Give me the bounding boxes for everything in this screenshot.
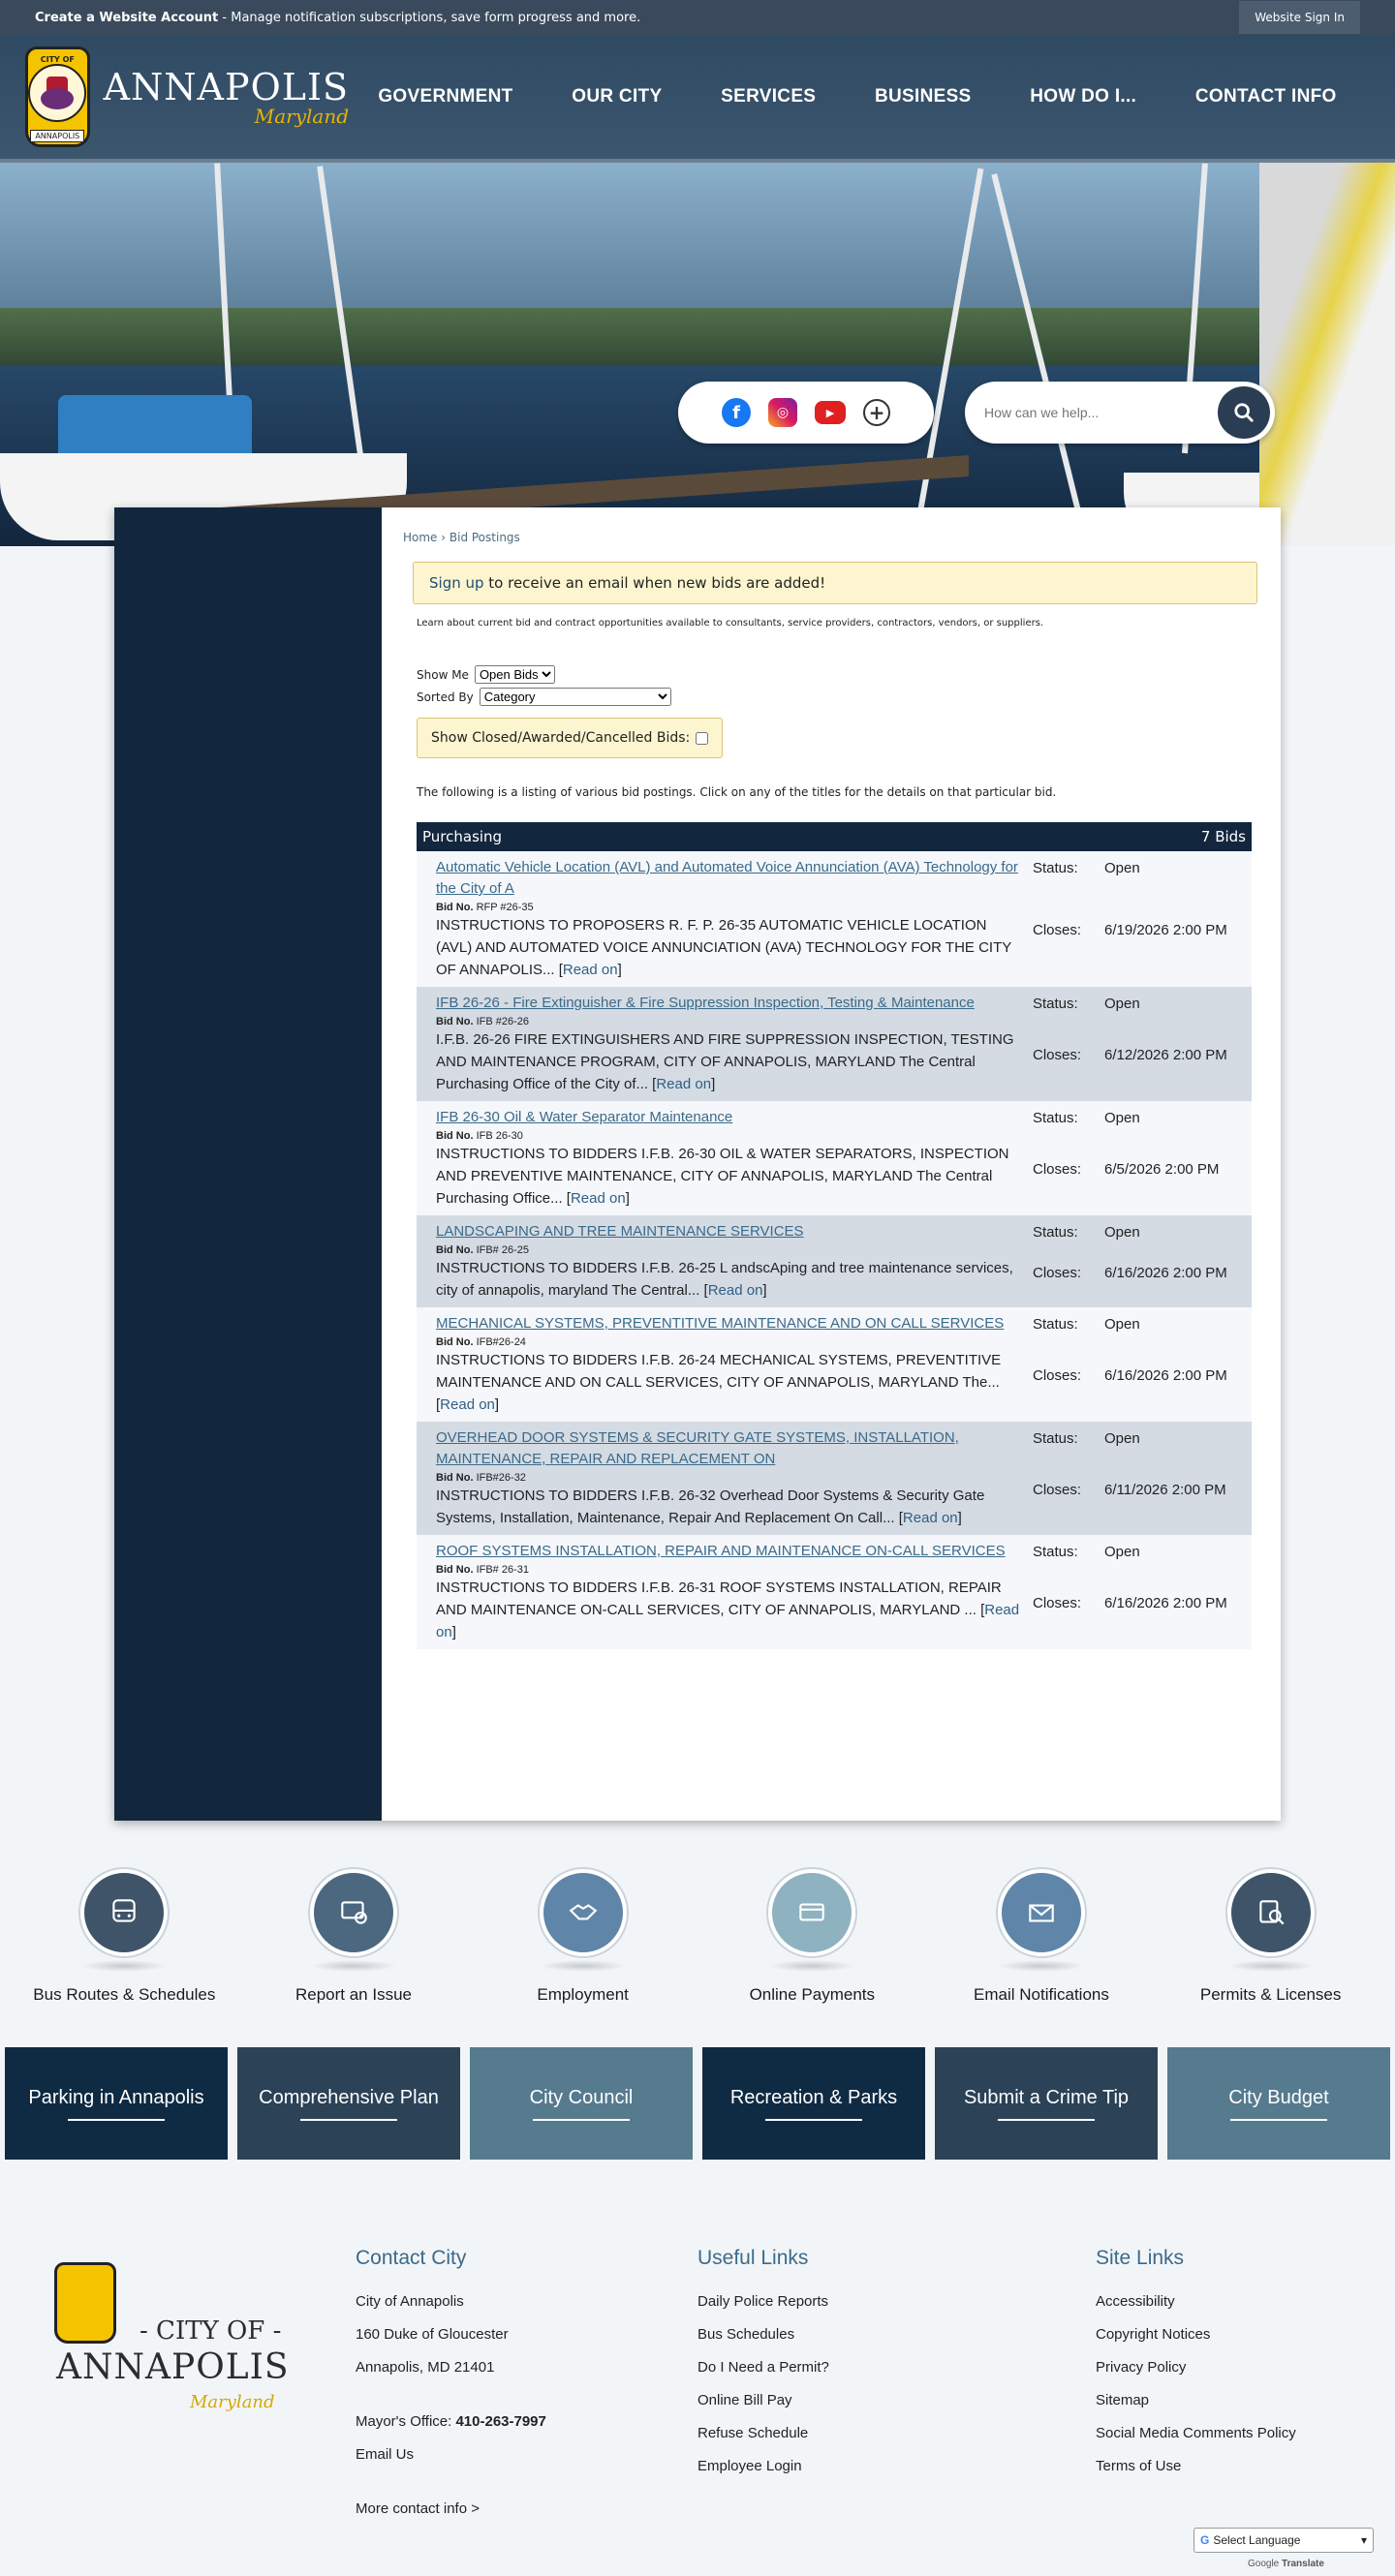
contact-line: Annapolis, MD 21401	[356, 2359, 495, 2376]
bid-description: INSTRUCTIONS TO BIDDERS I.F.B. 26-32 Overhead Door Systems & Security Gate Systems, Installation, Maintenance, Repair And Replacement On Call... [Read on]	[436, 1487, 985, 1526]
useful-link[interactable]: Online Bill Pay	[698, 2392, 792, 2408]
quick-link-online-payments[interactable]	[705, 1869, 918, 2005]
hero-banner	[0, 163, 1395, 546]
bid-number-label: Bid No.	[436, 902, 474, 913]
quick-link-permits-licenses[interactable]	[1164, 1869, 1378, 2005]
bid-meta	[1033, 1541, 1227, 1643]
show-closed-toggle	[417, 718, 723, 758]
bid-description-text: I.F.B. 26-26 FIRE EXTINGUISHERS AND FIRE SUPPRESSION INSPECTION, TESTING AND MAINTENANCE PROGRAM, CITY OF ANNAPOLIS, MARYLAND The Central Purchasing Office of the City of...	[436, 1031, 1014, 1092]
closes-label: Closes:	[1033, 1264, 1082, 1281]
status-value: Open	[1104, 1316, 1140, 1333]
email-us-link[interactable]: Email Us	[356, 2446, 415, 2463]
site-link[interactable]: Privacy Policy	[1096, 2359, 1187, 2376]
permit-search-icon	[1255, 1896, 1287, 1929]
bid-description: INSTRUCTIONS TO BIDDERS I.F.B. 26-25 L andscAping and tree maintenance services, city of annapolis, maryland The Central... [Read on]	[436, 1260, 1013, 1299]
listing-intro: The following is a listing of various bid postings. Click on any of the titles for the details on that particular bid.	[417, 785, 1057, 799]
nav-contact-info[interactable]: CONTACT INFO	[1194, 86, 1337, 107]
facebook-icon[interactable]: f	[722, 398, 751, 427]
quick-link-label: Report an Issue	[294, 1985, 412, 2004]
site-link[interactable]: Accessibility	[1096, 2293, 1175, 2310]
closes-label: Closes:	[1033, 1595, 1082, 1611]
quick-link-label: Bus Routes & Schedules	[33, 1985, 216, 2004]
nav-services[interactable]: SERVICES	[721, 86, 817, 107]
bid-number	[436, 902, 1025, 913]
google-icon: G	[1200, 2533, 1210, 2547]
payment-card-icon	[795, 1896, 828, 1929]
bid-title-link[interactable]: MECHANICAL SYSTEMS, PREVENTITIVE MAINTENANCE AND ON CALL SERVICES	[436, 1315, 1005, 1332]
bid-number	[436, 1016, 1025, 1027]
site-link[interactable]: Copyright Notices	[1096, 2326, 1211, 2343]
bid-number	[436, 1244, 1025, 1256]
useful-link[interactable]: Bus Schedules	[698, 2326, 795, 2343]
nav-our-city[interactable]: OUR CITY	[572, 86, 663, 107]
bid-meta	[1033, 857, 1227, 981]
footer-useful-heading: Useful Links	[698, 2247, 809, 2269]
useful-link[interactable]: Employee Login	[698, 2458, 802, 2474]
bid-number-value: IFB#26-32	[476, 1472, 526, 1484]
add-icon[interactable]: +	[863, 399, 890, 426]
account-description: - Manage notification subscriptions, save form progress and more.	[218, 10, 641, 25]
useful-link[interactable]: Do I Need a Permit?	[698, 2359, 829, 2376]
category-count: 7 Bids	[1200, 828, 1246, 845]
status-label: Status:	[1033, 1316, 1078, 1333]
closes-label: Closes:	[1033, 922, 1082, 938]
tile-label: City Council	[529, 2086, 634, 2108]
footer-logo-line3: Maryland	[190, 2392, 275, 2412]
logo-city-name: ANNAPOLIS	[103, 66, 349, 108]
site-search	[965, 382, 1275, 444]
site-link[interactable]: Social Media Comments Policy	[1096, 2425, 1296, 2441]
signup-text: to receive an email when new bids are added!	[483, 574, 826, 592]
social-links	[678, 382, 934, 444]
bid-number-label: Bid No.	[436, 1016, 474, 1027]
status-value: Open	[1104, 1544, 1140, 1560]
logo-state-name: Maryland	[254, 105, 349, 128]
footer-contact-heading: Contact City	[356, 2247, 467, 2269]
read-on-link[interactable]: Read on	[656, 1076, 712, 1092]
bid-number	[436, 1336, 1025, 1348]
footer-site-heading: Site Links	[1096, 2247, 1185, 2269]
bid-row	[417, 1307, 1252, 1422]
tile-label: City Budget	[1228, 2086, 1329, 2108]
status-value: Open	[1104, 1430, 1140, 1447]
email-icon	[1025, 1896, 1058, 1929]
bid-description-text: INSTRUCTIONS TO BIDDERS I.F.B. 26-31 ROOF SYSTEMS INSTALLATION, REPAIR AND MAINTENANCE ON-CALL SERVICES, CITY OF ANNAPOLIS, MARYLAND ...	[436, 1579, 1002, 1618]
sidebar	[114, 507, 382, 1821]
quick-link-shadow	[310, 1960, 397, 1972]
closes-label: Closes:	[1033, 1367, 1082, 1384]
quick-link-circle	[1227, 1869, 1315, 1956]
quick-links	[0, 1869, 1395, 2005]
tile-label: Parking in Annapolis	[28, 2086, 204, 2108]
powered-by-google	[1248, 2559, 1324, 2569]
powered-translate: Translate	[1282, 2559, 1324, 2569]
quick-link-shadow	[540, 1960, 627, 1972]
signup-notice	[413, 562, 1257, 604]
tile-underline	[68, 2119, 165, 2121]
powered-google: Google	[1248, 2559, 1280, 2569]
bid-main	[436, 1427, 1033, 1529]
bid-description-text: INSTRUCTIONS TO BIDDERS I.F.B. 26-25 L andscAping and tree maintenance services, city of annapolis, maryland The Central...	[436, 1260, 1013, 1299]
quick-link-report-an-issue[interactable]	[247, 1869, 460, 2005]
bid-description: I.F.B. 26-26 FIRE EXTINGUISHERS AND FIRE SUPPRESSION INSPECTION, TESTING AND MAINTENANCE PROGRAM, CITY OF ANNAPOLIS, MARYLAND The Central Purchasing Office of the City of... [Read on]	[436, 1031, 1014, 1092]
quick-link-shadow	[768, 1960, 855, 1972]
hero-sail	[1259, 163, 1395, 546]
website-sign-in-button[interactable]: Website Sign In	[1239, 1, 1360, 34]
bid-title-link[interactable]: LANDSCAPING AND TREE MAINTENANCE SERVICES	[436, 1223, 804, 1240]
quick-link-email-notifications[interactable]	[935, 1869, 1148, 2005]
more-contact-link[interactable]: More contact info >	[356, 2500, 480, 2517]
quick-link-circle	[310, 1869, 397, 1956]
closes-value: 6/19/2026 2:00 PM	[1104, 922, 1227, 938]
bid-row	[417, 987, 1252, 1101]
closes-label: Closes:	[1033, 1481, 1082, 1498]
quick-link-shadow	[1227, 1960, 1315, 1972]
quick-link-circle	[998, 1869, 1085, 1956]
main-nav	[349, 86, 1395, 107]
account-message	[35, 11, 640, 25]
nav-how-do-i[interactable]: HOW DO I...	[1030, 86, 1137, 107]
seal-ring	[28, 64, 86, 122]
main-content	[382, 507, 1281, 1821]
closes-value: 6/5/2026 2:00 PM	[1104, 1161, 1220, 1178]
bid-title-link[interactable]: Automatic Vehicle Location (AVL) and Automated Voice Annunciation (AVA) Technology for the City of A	[436, 859, 1018, 897]
bid-description: INSTRUCTIONS TO BIDDERS I.F.B. 26-31 ROOF SYSTEMS INSTALLATION, REPAIR AND MAINTENANCE ON-CALL SERVICES, CITY OF ANNAPOLIS, MARYLAND ... [Read on]	[436, 1579, 1020, 1641]
sorted-by-select[interactable]	[480, 688, 671, 706]
quick-link-label: Permits & Licenses	[1199, 1985, 1342, 2004]
bid-number	[436, 1564, 1025, 1576]
tile-parking-in-annapolis[interactable]	[5, 2047, 228, 2160]
language-select[interactable]	[1194, 2528, 1374, 2553]
status-value: Open	[1104, 860, 1140, 876]
seal-top-text: CITY OF	[40, 55, 75, 64]
bid-meta	[1033, 1313, 1227, 1416]
tile-underline	[998, 2119, 1095, 2121]
tile-underline	[765, 2119, 862, 2121]
breadcrumb	[403, 531, 1257, 544]
quick-link-circle	[80, 1869, 168, 1956]
quick-link-circle	[768, 1869, 855, 1956]
site-header	[0, 35, 1395, 163]
footer-logo-line1: - CITY OF -	[140, 2316, 282, 2346]
read-on-link[interactable]: Read on	[707, 1282, 763, 1299]
read-on-link[interactable]: Read on	[440, 1396, 495, 1413]
tile-submit-a-crime-tip[interactable]	[935, 2047, 1158, 2160]
contact-line: 160 Duke of Gloucester	[356, 2326, 509, 2343]
seal-bottom-text: ANNAPOLIS	[30, 130, 84, 142]
status-value: Open	[1104, 1224, 1140, 1241]
quick-link-shadow	[80, 1960, 168, 1972]
youtube-icon[interactable]: ▶	[815, 401, 846, 424]
bid-row	[417, 851, 1252, 987]
bid-number	[436, 1130, 1025, 1142]
bid-description-text: INSTRUCTIONS TO BIDDERS I.F.B. 26-30 OIL & WATER SEPARATORS, INSPECTION AND PREVENTIVE MAINTENANCE, CITY OF ANNAPOLIS, MARYLAND The Central Purchasing Office...	[436, 1146, 1009, 1207]
search-input[interactable]	[984, 405, 1218, 420]
create-account-link[interactable]: Create a Website Account	[35, 10, 219, 25]
status-label: Status:	[1033, 996, 1078, 1012]
bid-main	[436, 1541, 1033, 1643]
bid-title-link[interactable]: ROOF SYSTEMS INSTALLATION, REPAIR AND MAINTENANCE ON-CALL SERVICES	[436, 1543, 1006, 1559]
breadcrumb-current: Bid Postings	[449, 531, 520, 544]
bid-main	[436, 857, 1033, 981]
bid-main	[436, 1107, 1033, 1210]
tile-label: Submit a Crime Tip	[963, 2086, 1130, 2108]
thistle-icon	[41, 88, 74, 109]
closes-value: 6/11/2026 2:00 PM	[1104, 1481, 1226, 1498]
intro-text: Learn about current bid and contract opportunities available to consultants, service providers, contractors, vendors, or suppliers.	[417, 618, 1044, 629]
nav-government[interactable]: GOVERNMENT	[378, 86, 513, 107]
closes-value: 6/16/2026 2:00 PM	[1104, 1367, 1227, 1384]
footer-logo-line2: ANNAPOLIS	[56, 2347, 290, 2387]
tile-city-budget[interactable]	[1167, 2047, 1390, 2160]
site-link[interactable]: Terms of Use	[1096, 2458, 1182, 2474]
useful-link[interactable]: Refuse Schedule	[698, 2425, 809, 2441]
bid-number-label: Bid No.	[436, 1472, 474, 1484]
bid-main	[436, 1221, 1033, 1302]
site-link[interactable]: Sitemap	[1096, 2392, 1150, 2408]
tile-recreation-parks[interactable]	[702, 2047, 925, 2160]
bid-number-value: IFB #26-26	[476, 1016, 529, 1027]
bid-number-value: IFB 26-30	[476, 1130, 523, 1142]
status-label: Status:	[1033, 1224, 1078, 1241]
bid-number-label: Bid No.	[436, 1130, 474, 1142]
bid-description-text: INSTRUCTIONS TO PROPOSERS R. F. P. 26-35 AUTOMATIC VEHICLE LOCATION (AVL) AND AUTOMATED VOICE ANNUNCIATION (AVA) TECHNOLOGY FOR THE CITY OF ANNAPOLIS...	[436, 917, 1011, 978]
breadcrumb-separator: ›	[437, 531, 450, 544]
language-select-label: Select Language	[1213, 2533, 1301, 2547]
bid-title-link[interactable]: OVERHEAD DOOR SYSTEMS & SECURITY GATE SYSTEMS, INSTALLATION, MAINTENANCE, REPAIR AND REPLACEMENT ON	[436, 1429, 959, 1467]
show-me-label: Show Me	[417, 667, 469, 682]
chevron-down-icon: ▾	[1360, 2533, 1367, 2547]
read-on-link[interactable]: Read on	[436, 1602, 1020, 1641]
read-on-link[interactable]: Read on	[570, 1190, 626, 1207]
city-seal-icon	[25, 46, 90, 147]
mayor-office-label: Mayor's Office:	[356, 2413, 456, 2430]
bid-meta	[1033, 993, 1227, 1095]
bid-title-link[interactable]: IFB 26-30 Oil & Water Separator Maintenance	[436, 1109, 733, 1125]
bid-row	[417, 1215, 1252, 1307]
signup-link[interactable]: Sign up	[429, 574, 484, 592]
status-label: Status:	[1033, 1430, 1078, 1447]
quick-link-bus-routes-schedules[interactable]	[17, 1869, 231, 2005]
status-label: Status:	[1033, 1110, 1078, 1126]
footer-city-seal-icon	[54, 2262, 116, 2344]
contact-line: City of Annapolis	[356, 2293, 464, 2310]
bid-number-value: IFB# 26-31	[476, 1564, 529, 1576]
mayor-phone-link[interactable]: 410-263-7997	[455, 2413, 546, 2430]
instagram-icon[interactable]: ◎	[768, 398, 797, 427]
show-closed-checkbox[interactable]	[696, 732, 708, 745]
tile-underline	[533, 2119, 630, 2121]
account-bar	[0, 0, 1395, 35]
bid-number	[436, 1472, 1025, 1484]
bid-number-label: Bid No.	[436, 1244, 474, 1256]
tile-label: Comprehensive Plan	[259, 2086, 439, 2108]
tile-comprehensive-plan[interactable]	[237, 2047, 460, 2160]
closes-value: 6/12/2026 2:00 PM	[1104, 1047, 1227, 1063]
bid-description-text: INSTRUCTIONS TO BIDDERS I.F.B. 26-32 Overhead Door Systems & Security Gate Systems, Installation, Maintenance, Repair And Replacement On Call...	[436, 1487, 985, 1526]
bid-row	[417, 1101, 1252, 1215]
report-icon	[337, 1896, 370, 1929]
bid-number-value: IFB# 26-25	[476, 1244, 529, 1256]
bus-icon	[108, 1896, 140, 1929]
footer-contact	[356, 2247, 546, 2533]
bid-number-label: Bid No.	[436, 1336, 474, 1348]
bid-row	[417, 1422, 1252, 1535]
handshake-icon	[567, 1896, 600, 1929]
logo-wordmark	[104, 66, 349, 128]
feature-tiles	[5, 2047, 1392, 2160]
sorted-by-label: Sorted By	[417, 690, 474, 704]
site-footer	[0, 2218, 1395, 2576]
footer-useful-links	[698, 2247, 829, 2491]
quick-link-label: Employment	[537, 1985, 629, 2004]
closes-label: Closes:	[1033, 1047, 1082, 1063]
show-closed-label: Show Closed/Awarded/Cancelled Bids:	[431, 730, 691, 746]
status-label: Status:	[1033, 860, 1078, 876]
status-value: Open	[1104, 996, 1140, 1012]
tile-city-council[interactable]	[470, 2047, 693, 2160]
breadcrumb-home[interactable]: Home	[403, 531, 438, 544]
bid-title-link[interactable]: IFB 26-26 - Fire Extinguisher & Fire Suppression Inspection, Testing & Maintenance	[436, 995, 975, 1011]
search-icon	[1233, 402, 1255, 423]
site-logo[interactable]	[0, 46, 349, 147]
tile-underline	[1230, 2119, 1327, 2121]
search-button[interactable]	[1218, 386, 1270, 439]
category-header	[417, 822, 1252, 851]
bid-number-value: RFP #26-35	[476, 902, 534, 913]
bid-main	[436, 1313, 1033, 1416]
bid-row	[417, 1535, 1252, 1649]
read-on-link[interactable]: Read on	[562, 962, 618, 978]
bid-list	[403, 851, 1257, 1649]
nav-business[interactable]: BUSINESS	[874, 86, 972, 107]
bid-description: INSTRUCTIONS TO BIDDERS I.F.B. 26-30 OIL & WATER SEPARATORS, INSPECTION AND PREVENTIVE MAINTENANCE, CITY OF ANNAPOLIS, MARYLAND The Central Purchasing Office... [Read on]	[436, 1146, 1009, 1207]
bid-description: INSTRUCTIONS TO PROPOSERS R. F. P. 26-35 AUTOMATIC VEHICLE LOCATION (AVL) AND AUTOMATED VOICE ANNUNCIATION (AVA) TECHNOLOGY FOR THE CITY OF ANNAPOLIS... [Read on]	[436, 917, 1011, 978]
quick-link-shadow	[998, 1960, 1085, 1972]
show-me-select[interactable]	[475, 665, 555, 684]
mayor-office	[356, 2413, 546, 2430]
read-on-link[interactable]: Read on	[902, 1510, 958, 1526]
bid-meta	[1033, 1427, 1226, 1529]
bid-number-label: Bid No.	[436, 1564, 474, 1576]
status-value: Open	[1104, 1110, 1140, 1126]
bid-main	[436, 993, 1033, 1095]
bid-description-text: INSTRUCTIONS TO BIDDERS I.F.B. 26-24 MECHANICAL SYSTEMS, PREVENTITIVE MAINTENANCE AND ON CALL SERVICES, CITY OF ANNAPOLIS, MARYLAND The...	[436, 1352, 1002, 1391]
bid-description: INSTRUCTIONS TO BIDDERS I.F.B. 26-24 MECHANICAL SYSTEMS, PREVENTITIVE MAINTENANCE AND ON CALL SERVICES, CITY OF ANNAPOLIS, MARYLAND The... [Read on]	[436, 1352, 1002, 1413]
closes-label: Closes:	[1033, 1161, 1082, 1178]
closes-value: 6/16/2026 2:00 PM	[1104, 1264, 1227, 1281]
quick-link-circle	[540, 1869, 627, 1956]
useful-link[interactable]: Daily Police Reports	[698, 2293, 829, 2310]
tile-label: Recreation & Parks	[729, 2086, 898, 2108]
closes-value: 6/16/2026 2:00 PM	[1104, 1595, 1227, 1611]
tile-underline	[300, 2119, 397, 2121]
quick-link-label: Email Notifications	[974, 1985, 1109, 2004]
bid-meta	[1033, 1221, 1227, 1302]
status-label: Status:	[1033, 1544, 1078, 1560]
quick-link-label: Online Payments	[749, 1985, 876, 2004]
bid-number-value: IFB#26-24	[476, 1336, 526, 1348]
content-card	[114, 507, 1281, 1821]
footer-site-links	[1096, 2247, 1296, 2491]
category-name: Purchasing	[422, 828, 503, 845]
quick-link-employment[interactable]	[477, 1869, 690, 2005]
bid-meta	[1033, 1107, 1219, 1210]
bid-filters	[417, 665, 1257, 706]
